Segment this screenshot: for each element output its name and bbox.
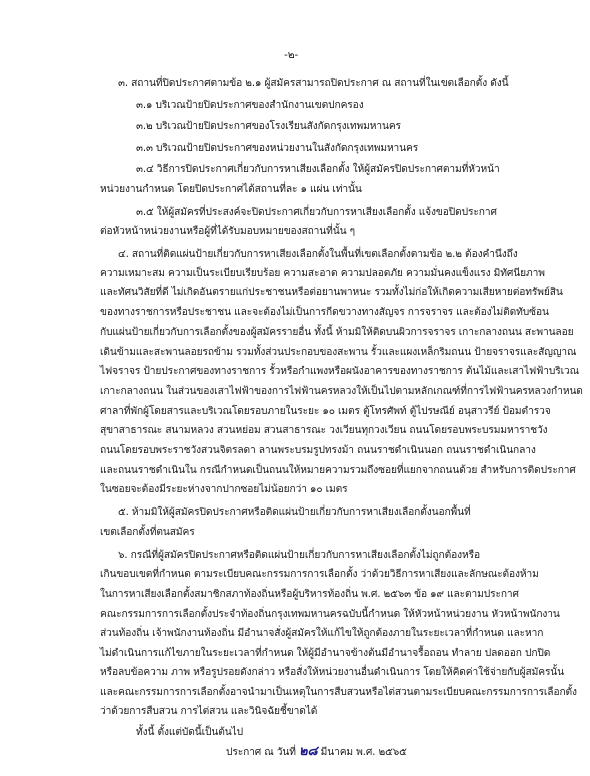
body-line: ส่วนท้องถิ่น เจ้าพนักงานท้องถิ่น มีอำนาจสั่งผู้สมัครให้แก้ไขให้ถูกต้องภายในระยะเวลาที่กำหนด และหาก: [100, 628, 544, 639]
announce-prefix: ประกาศ ณ วันที่: [226, 747, 296, 758]
body-line: ไม่ดำเนินการแก้ไขภายในระยะเวลาที่กำหนด ให้ผู้มีอำนาจข้างต้นมีอำนาจรื้อถอน ทำลาย ปลดออก ปกปิด: [100, 648, 551, 659]
page-number: -๒-: [284, 49, 299, 61]
body-line: ๓.๔ วิธีการปิดประกาศเกี่ยวกับการหาเสียงเลือกตั้ง ให้ผู้สมัครปิดประกาศตามที่หัวหน้า: [136, 164, 500, 175]
body-line: ทั้งนี้ ตั้งแต่บัดนี้เป็นต้นไป: [136, 727, 243, 738]
body-line: ศาลาที่พักผู้โดยสารและบริเวณโดยรอบภายในระยะ ๑๐ เมตร ตู้โทรศัพท์ ตู้ไปรษณีย์ อนุสาวรีย์ ป้อมตำรวจ: [100, 406, 551, 417]
body-line: ต่อหัวหน้าหน่วยงานหรือผู้ที่ได้รับมอบหมายของสถานที่นั้น ๆ: [100, 226, 355, 237]
body-line: เขตเลือกตั้งที่ตนสมัคร: [100, 527, 195, 538]
body-line: หรือลบข้อความ ภาพ หรือรูปรอยดังกล่าว หรือสั่งให้หน่วยงานอื่นดำเนินการ โดยให้คิดค่าใช้จ่ายกับผู้สมัครนั้น: [100, 667, 565, 678]
body-line: ๖. กรณีที่ผู้สมัครปิดประกาศหรือติดแผ่นป้ายเกี่ยวกับการหาเสียงเลือกตั้งไม่ถูกต้องหรือ: [118, 550, 480, 561]
body-line: และถนนราชดำเนินใน กรณีกำหนดเป็นถนนให้หมายความรวมถึงซอยที่แยกจากถนนด้วย สำหรับการติดประกาศ: [100, 465, 576, 476]
body-line: กับแผ่นป้ายเกี่ยวกับการเลือกตั้งของผู้สมัครรายอื่น ทั้งนี้ ห้ามมิให้ติดบนผิวการจราจร เกาะกลางถนน สะพานลอย: [100, 327, 574, 338]
body-line: คณะกรรมการการเลือกตั้งประจำท้องถิ่นกรุงเทพมหานครฉบับนี้กำหนด ให้หัวหน้าหน่วยงาน หัวหน้าพนักงาน: [100, 609, 560, 620]
body-line: ถนนโดยรอบพระราชวังสวนจิตรลดา ลานพระบรมรูปทรงม้า ถนนราชดำเนินนอก ถนนราชดำเนินกลาง: [100, 445, 536, 456]
body-line: ความเหมาะสม ความเป็นระเบียบเรียบร้อย ความสะอาด ความปลอดภัย ความมั่นคงแข็งแรง มิทัศนียภาพ: [100, 268, 545, 279]
body-line: ว่าด้วยการสืบสวน การไต่สวน และวินิจฉัยชี้ขาดได้: [100, 706, 318, 717]
body-line: และคณะกรรมการการเลือกตั้งอาจนำมาเป็นเหตุในการสืบสวนหรือไต่สวนตามระเบียบคณะกรรมการการเลือกตั้ง: [100, 687, 577, 698]
body-line: ในการหาเสียงเลือกตั้งสมาชิกสภาท้องถิ่นหรือผู้บริหารท้องถิ่น พ.ศ. ๒๕๖๓ ข้อ ๑๙ และตามประกาศ: [100, 589, 519, 600]
body-line: ในซอยจะต้องมีระยะห่างจากปากซอยไม่น้อยกว่า ๑๐ เมตร: [100, 484, 348, 495]
body-line: สุขาสาธารณะ สนามหลวง สวนหย่อม สวนสาธารณะ วงเวียนทุกวงเวียน ถนนโดยรอบพระบรมมหาราชวัง: [100, 425, 548, 436]
body-line: ไฟจราจร ป้ายประกาศของทางราชการ รั้วหรือกำแพงหรือผนังอาคารของทางราชการ ต้นไม้และเสาไฟฟ้าบริเวณ: [100, 366, 579, 377]
body-line: ๓.๑ บริเวณป้ายปิดประกาศของสำนักงานเขตปกครอง: [136, 100, 364, 111]
announce-suffix: มีนาคม พ.ศ. ๒๕๖๕: [320, 747, 407, 758]
body-line: ๓.๒ บริเวณป้ายปิดประกาศของโรงเรียนสังกัดกรุงเทพมหานคร: [136, 121, 401, 132]
announce-date-line: [226, 746, 407, 759]
body-line: หน่วยงานกำหนด โดยปิดประกาศได้สถานที่ละ ๑ แผ่น เท่านั้น: [100, 184, 362, 195]
body-line: เกาะกลางถนน ในส่วนของเสาไฟฟ้าของการไฟฟ้านครหลวงให้เป็นไปตามหลักเกณฑ์ที่การไฟฟ้านครหลวงกำหนด: [100, 386, 583, 397]
body-line: ๓.๓ บริเวณป้ายปิดประกาศของหน่วยงานในสังกัดกรุงเทพมหานคร: [136, 143, 419, 154]
body-line: ๓. สถานที่ปิดประกาศตามข้อ ๒.๑ ผู้สมัครสามารถปิดประกาศ ณ สถานที่ในเขตเลือกตั้ง ดังนี้: [118, 78, 509, 89]
body-line: เดินข้ามและสะพานลอยรถข้าม รวมทั้งส่วนประกอบของสะพาน รั้วและแผงเหล็กริมถนน ป้ายจราจรและสัญญาณ: [100, 347, 577, 358]
body-line: และทัศนวิสัยที่ดี ไม่เกิดอันตรายแก่ประชาชนหรือต่อยานพาหนะ รวมทั้งไม่ก่อให้เกิดความเสียหายต่อทรัพย์สิน: [100, 287, 563, 298]
body-line: ๕. ห้ามมิให้ผู้สมัครปิดประกาศหรือติดแผ่นป้ายเกี่ยวกับการหาเสียงเลือกตั้งนอกพื้นที่: [118, 507, 471, 518]
body-line: ของทางราชการหรือประชาชน และจะต้องไม่เป็นการกีดขวางทางสัญจร การจราจร และต้องไม่ติดทับซ้อน: [100, 307, 549, 318]
announce-day: ๒๘: [299, 744, 318, 759]
body-line: ๓.๕ ให้ผู้สมัครที่ประสงค์จะปิดประกาศเกี่ยวกับการหาเสียงเลือกตั้ง แจ้งขอปิดประกาศ: [136, 207, 497, 218]
body-line: ๔. สถานที่ติดแผ่นป้ายเกี่ยวกับการหาเสียงเลือกตั้งในพื้นที่เขตเลือกตั้งตามข้อ ๒.๒ ต้องคำนึงถึง: [118, 249, 518, 260]
body-line: เกินขอบเขตที่กำหนด ตามระเบียบคณะกรรมการการเลือกตั้ง ว่าด้วยวิธีการหาเสียงและลักษณะต้องห้าม: [100, 569, 539, 580]
